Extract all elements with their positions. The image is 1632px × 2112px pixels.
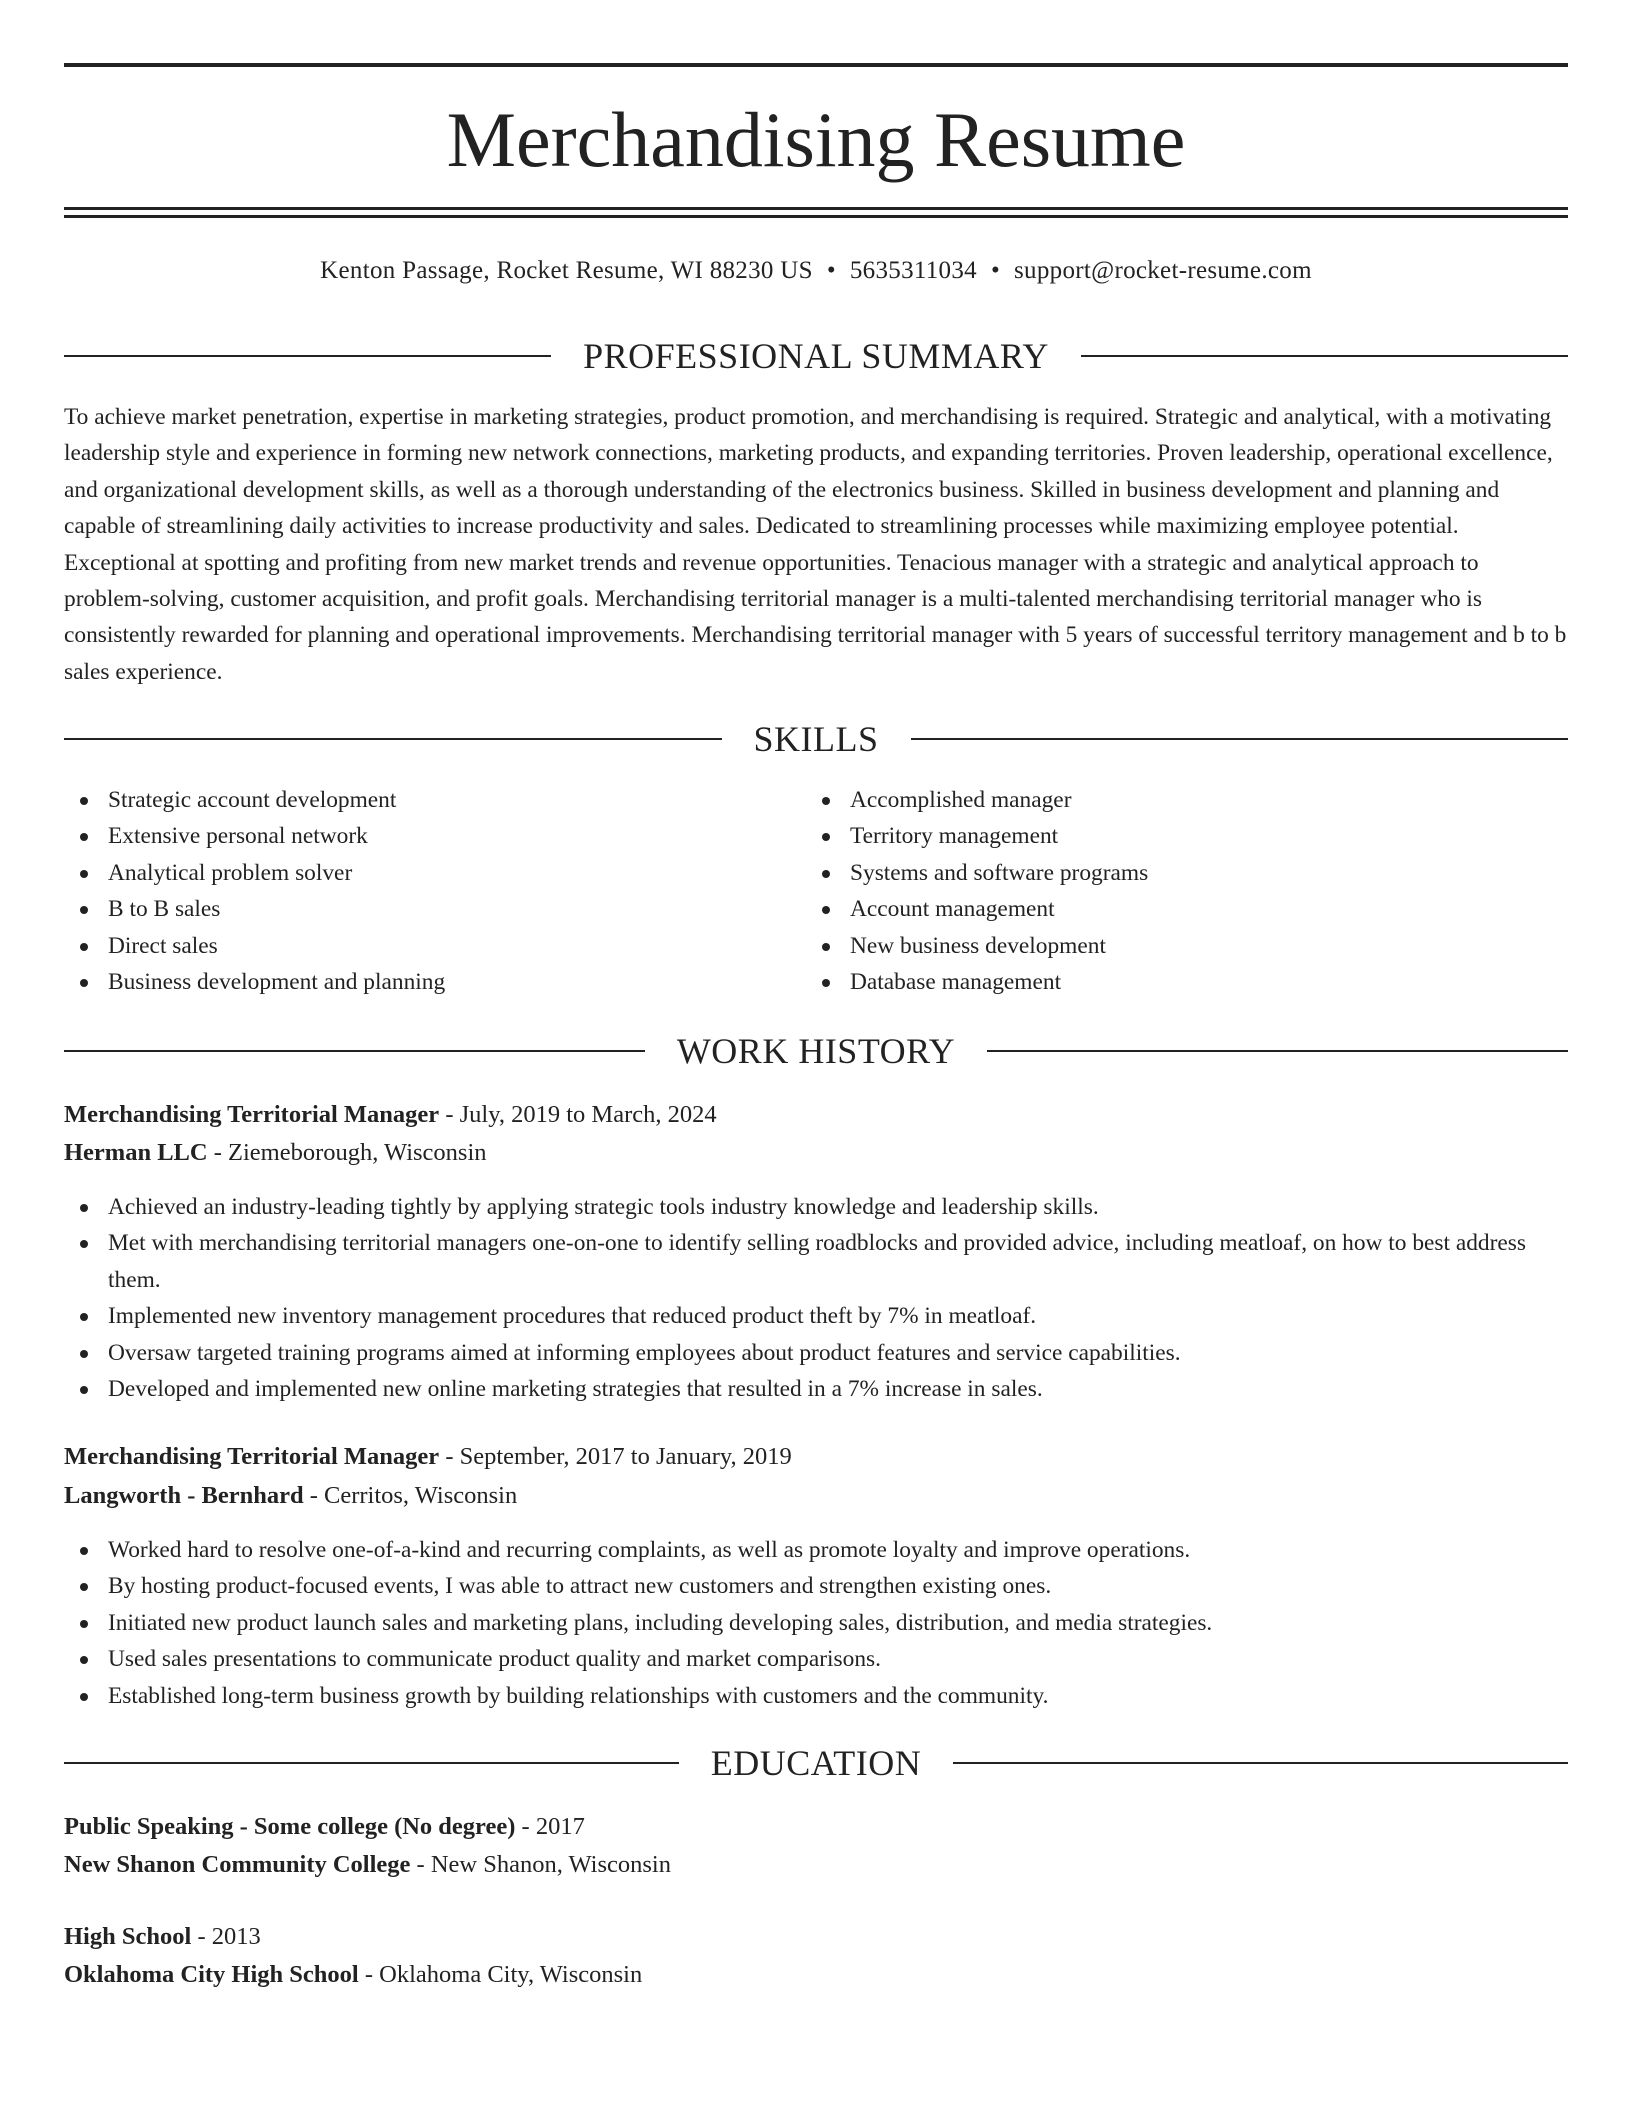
title-double-rule-lower	[64, 215, 1568, 218]
bullet-dot	[80, 870, 88, 878]
contact-separator: •	[826, 257, 836, 284]
section-header-summary	[64, 334, 1568, 378]
bullet-dot	[80, 797, 88, 805]
skill-item: B to B sales	[64, 891, 806, 927]
education-location: Oklahoma City, Wisconsin	[379, 1961, 643, 1988]
bullet-dot	[822, 870, 830, 878]
skill-item: Extensive personal network	[64, 818, 806, 854]
skill-item: Account management	[806, 891, 1548, 927]
bullet-dot	[80, 1583, 88, 1591]
job-company: Langworth - Bernhard	[64, 1482, 304, 1509]
job-title: Merchandising Territorial Manager	[64, 1443, 440, 1470]
education-school: Oklahoma City High School	[64, 1961, 359, 1988]
skill-item: Territory management	[806, 818, 1548, 854]
education-school: New Shanon Community College	[64, 1851, 411, 1878]
contact-address: Kenton Passage, Rocket Resume, WI 88230 US	[320, 257, 813, 284]
bullet-dot	[80, 1547, 88, 1555]
education-degree: High School	[64, 1923, 192, 1950]
page-title: Merchandising Resume	[446, 96, 1186, 183]
bullet-dot	[80, 1620, 88, 1628]
skill-item: Strategic account development	[64, 782, 806, 818]
bullet-dot	[80, 1693, 88, 1701]
section-rule	[64, 1050, 645, 1052]
skill-item: Database management	[806, 964, 1548, 1000]
bullet-dot	[80, 833, 88, 841]
job-company: Herman LLC	[64, 1139, 208, 1166]
top-rule	[64, 63, 1568, 67]
skill-item: Systems and software programs	[806, 855, 1548, 891]
job-company-line: Langworth - Bernhard - Cerritos, Wisconsin	[64, 1482, 518, 1509]
section-title: SKILLS	[753, 719, 879, 759]
contact-line	[64, 254, 1568, 288]
bullet-dot	[80, 1386, 88, 1394]
list-item: By hosting product-focused events, I was able to attract new customers and strengthen existing ones.	[64, 1568, 1568, 1604]
job-title-line: Merchandising Territorial Manager - September, 2017 to January, 2019	[64, 1443, 792, 1470]
bullet-dot	[80, 979, 88, 987]
section-title: WORK HISTORY	[676, 1031, 956, 1071]
skill-item: Direct sales	[64, 928, 806, 964]
section-rule	[64, 355, 551, 357]
list-item: Initiated new product launch sales and marketing plans, including developing sales, distribution, and media strategies.	[64, 1605, 1568, 1641]
bullet-dot	[822, 979, 830, 987]
contact-email: support@rocket-resume.com	[1014, 257, 1312, 284]
skills-list	[64, 782, 1568, 1000]
job-dates: July, 2019 to March, 2024	[459, 1101, 717, 1128]
section-rule	[911, 738, 1569, 740]
list-item: Established long-term business growth by building relationships with customers and the community.	[64, 1678, 1568, 1714]
list-item: Implemented new inventory management procedures that reduced product theft by 7% in meatloaf.	[64, 1298, 1568, 1334]
section-rule	[953, 1762, 1568, 1764]
summary-text: To achieve market penetration, expertise in marketing strategies, product promotion, and merchandising is required. Strategic and analytical, with a motivating leadership style and experience in forming new network connections, marketing products, and expanding territories. Proven leadership, operational excellence, and organizational development skills, as well as a thorough understanding of the electronics business. Skilled in business development and planning and capable of streamlining daily activities to increase productivity and sales. Dedicated to streamlining processes while maximizing employee potential. Exceptional at spotting and profiting from new market trends and revenue opportunities. Tenacious manager with a strategic and analytical approach to problem-solving, customer acquisition, and profit goals. Merchandising territorial manager is a multi-talented merchandising territorial manager who is consistently rewarded for planning and operational improvements. Merchandising territorial manager with 5 years of successful territory management and b to b sales experience.	[64, 404, 1567, 685]
bullet-dot	[822, 833, 830, 841]
education-school-line: Oklahoma City High School - Oklahoma City, Wisconsin	[64, 1961, 643, 1988]
section-rule	[64, 1762, 679, 1764]
contact-separator: •	[990, 257, 1001, 284]
education-degree-line: Public Speaking - Some college (No degree) - 2017	[64, 1813, 585, 1840]
education-degree-line: High School - 2013	[64, 1923, 261, 1950]
bullet-dot	[822, 797, 830, 805]
job-location: Ziemeborough, Wisconsin	[228, 1139, 487, 1166]
bullet-dot	[80, 1350, 88, 1358]
list-item: Achieved an industry-leading tightly by applying strategic tools industry knowledge and leadership skills.	[64, 1189, 1568, 1225]
job-company-line: Herman LLC - Ziemeborough, Wisconsin	[64, 1139, 487, 1166]
contact-phone: 5635311034	[849, 257, 977, 284]
bullet-dot	[822, 906, 830, 914]
education-degree: Public Speaking - Some college (No degree)	[64, 1813, 516, 1840]
section-header-education	[64, 1741, 1568, 1785]
education-year: 2013	[211, 1923, 261, 1950]
bullet-dot	[80, 1240, 88, 1248]
job-bullets	[64, 1532, 1568, 1714]
section-title: PROFESSIONAL SUMMARY	[583, 336, 1049, 376]
skill-item: Business development and planning	[64, 964, 806, 1000]
list-item: Worked hard to resolve one-of-a-kind and recurring complaints, as well as promote loyalty and improve operations.	[64, 1532, 1568, 1568]
list-item: Met with merchandising territorial managers one-on-one to identify selling roadblocks and provided advice, including meatloaf, on how to best address them.	[64, 1225, 1568, 1298]
section-rule	[987, 1050, 1568, 1052]
title-double-rule-upper	[64, 207, 1568, 210]
bullet-dot	[80, 943, 88, 951]
section-header-skills	[64, 717, 1568, 761]
section-title: EDUCATION	[710, 1743, 922, 1783]
skills-column-left	[64, 782, 806, 1000]
section-rule	[64, 738, 722, 740]
skills-column-right	[806, 782, 1548, 1000]
list-item: Used sales presentations to communicate product quality and market comparisons.	[64, 1641, 1568, 1677]
job-dates: September, 2017 to January, 2019	[459, 1443, 792, 1470]
education-school-line: New Shanon Community College - New Shanon, Wisconsin	[64, 1851, 671, 1878]
bullet-dot	[80, 1656, 88, 1664]
section-rule	[1081, 355, 1568, 357]
job-title-line: Merchandising Territorial Manager - July, 2019 to March, 2024	[64, 1101, 717, 1128]
bullet-dot	[80, 1313, 88, 1321]
bullet-dot	[80, 906, 88, 914]
skill-item: Accomplished manager	[806, 782, 1548, 818]
bullet-dot	[80, 1204, 88, 1212]
job-location: Cerritos, Wisconsin	[324, 1482, 518, 1509]
education-location: New Shanon, Wisconsin	[430, 1851, 671, 1878]
job-bullets	[64, 1189, 1568, 1407]
skill-item: Analytical problem solver	[64, 855, 806, 891]
bullet-dot	[822, 943, 830, 951]
list-item: Oversaw targeted training programs aimed at informing employees about product features and service capabilities.	[64, 1335, 1568, 1371]
education-year: 2017	[535, 1813, 585, 1840]
section-header-work-history	[64, 1029, 1568, 1073]
job-title: Merchandising Territorial Manager	[64, 1101, 440, 1128]
list-item: Developed and implemented new online marketing strategies that resulted in a 7% increase in sales.	[64, 1371, 1568, 1407]
skill-item: New business development	[806, 928, 1548, 964]
